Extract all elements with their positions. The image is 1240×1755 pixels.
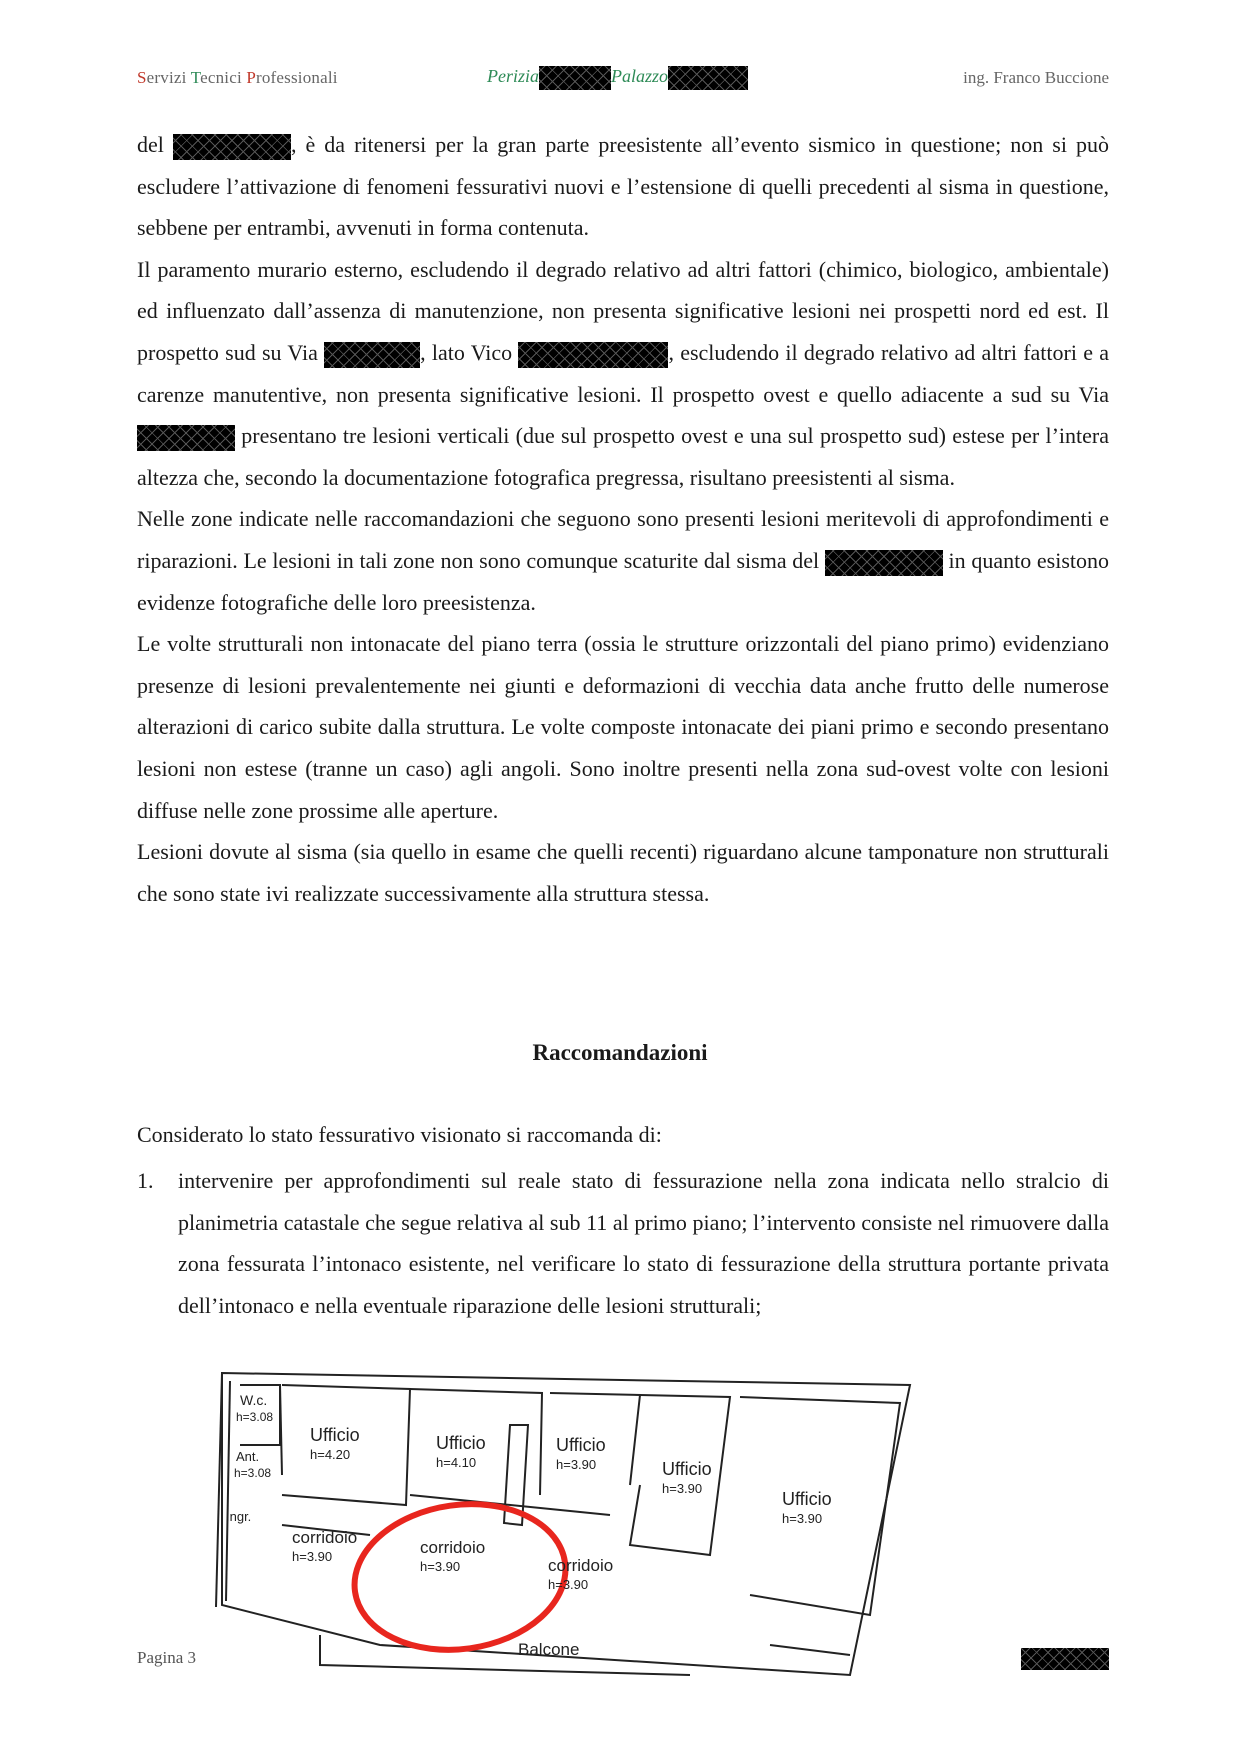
plan-label-ant-height: h=3.08 [234,1466,272,1480]
plan-room-height: h=4.10 [436,1455,477,1470]
plan-corridor-height: h=3.90 [420,1559,461,1574]
plan-room-label: Ufficio [310,1425,360,1445]
header-left-word-1: ervizi [146,68,191,87]
recommendations-intro: Considerato lo stato fessurativo visionato si raccomanda di: [137,1122,662,1147]
recommendations-list [137,1160,1109,1326]
plan-label-ingr: Ingr. [226,1509,252,1524]
section-title: Raccomandazioni [532,1040,708,1065]
paragraph-3-part-a: Nelle zone indicate nelle raccomandazioni che seguono sono presenti lesioni meritevoli di approfondimenti e riparazioni. Le lesioni in tali zone non sono comunque scaturite dal sisma del [137,506,1109,573]
header-center [487,66,748,90]
redaction-box [825,550,943,576]
plan-label-ant: Ant. [236,1449,260,1464]
paragraph-2-part-b: , lato Vico [420,339,513,365]
header-left [137,68,338,88]
paragraph-3 [137,498,1109,623]
plan-room-label: Ufficio [436,1433,486,1453]
plan-corridor-label: corridoio [292,1528,358,1547]
plan-room-label: Ufficio [556,1435,606,1455]
paragraph-1-start: del [137,132,164,157]
redaction-box [539,66,611,90]
plan-room-label: Ufficio [662,1459,712,1479]
redaction-box [1021,1648,1109,1670]
plan-label-wc: W.c. [240,1392,268,1408]
list-item-number: 1. [137,1168,154,1193]
paragraph-2-part-a: Il paramento murario esterno, escludendo il degrado relativo ad altri fattori (chimico, biologico, ambientale) ed influenzato dall’assenza di manutenzione, non presenta significative lesioni nei prospetti nord ed est. Il prospetto sud su Via [137,256,1109,365]
plan-corridor-height: h=3.90 [548,1577,589,1592]
header-left-initial-1: S [137,68,147,87]
plan-room-height: h=4.20 [310,1447,351,1462]
plan-room-label: Ufficio [782,1489,832,1509]
paragraph-5: Lesioni dovute al sisma (sia quello in esame che quelli recenti) riguardano alcune tamponature non strutturali che sono state ivi realizzate successivamente alla struttura stessa. [137,839,1109,906]
plan-corridor-label: corridoio [548,1556,614,1575]
list-item [137,1160,1109,1326]
redaction-box [518,342,668,368]
plan-label-wc-height: h=3.08 [236,1410,274,1424]
paragraph-2-part-c: , escludendo il degrado relativo ad altri fattori e a carenze manutentive, non presenta significative lesioni. Il prospetto ovest e quello adiacente a sud su Via [137,339,1110,407]
plan-balcone-label: Balcone [518,1640,580,1659]
list-item-text: intervenire per approfondimenti sul reale stato di fessurazione nella zona indicata nello stralcio di planimetria catastale che segue relativa al sub 11 al primo piano; l’intervento consiste nel rimuovere dalla zona fessurata l’intonaco esistente, nel verificare lo stato di fessurazione della struttura portante privata dell’intonaco e nella eventuale riparazione delle lesioni strutturali; [178,1168,1109,1318]
plan-room-height: h=3.90 [662,1481,703,1496]
page-header [137,66,1109,94]
header-left-initial-3: P [246,68,256,87]
header-left-word-2: ecnici [200,68,247,87]
redaction-box [173,134,291,160]
redaction-box [137,425,235,451]
paragraph-1-rest: , è da ritenersi per la gran parte preesistente all’evento sismico in questione; non si può escludere l’attivazione di fenomeni fessurativi nuovi e l’estensione di quelli precedenti al sisma in questione, sebbene per entrambi, avvenuti in forma contenuta. [137,132,1109,241]
body-text [137,124,1109,914]
plan-room-height: h=3.90 [782,1511,823,1526]
paragraph-2-part-d: presentano tre lesioni verticali (due sul prospetto ovest e una sul prospetto sud) estese per l’intera altezza che, secondo la documentazione fotografica pregressa, risultano preesistenti al sisma. [137,423,1110,490]
highlight-circle [345,1491,575,1663]
header-left-initial-2: T [190,68,201,87]
paragraph-2 [137,249,1109,499]
redaction-box [324,342,420,368]
plan-corridor-height: h=3.90 [292,1549,333,1564]
header-left-word-3: rofessionali [256,68,338,87]
paragraph-4: Le volte strutturali non intonacate del piano terra (ossia le strutture orizzontali del piano primo) evidenziano presenze di lesioni prevalentemente nei giunti e deformazioni di vecchia data anche frutto delle numerose alterazioni di carico subite dalla struttura. Le volte composte intonacate dei piani primo e secondo presentano lesioni non estese (tranne un caso) agli angoli. Sono inoltre presenti nella zona sud-ovest volte con lesioni diffuse nelle zone prossime alle aperture. [137,631,1109,823]
plan-corridor-label: corridoio [420,1538,486,1557]
floor-plan [210,1345,1050,1695]
header-center-word-1: Perizia [487,66,539,87]
header-center-word-2: Palazzo [611,66,669,87]
header-right: ing. Franco Buccione [963,68,1109,87]
paragraph-1 [137,124,1109,249]
redaction-box [668,66,748,90]
plan-room-height: h=3.90 [556,1457,597,1472]
paragraph-3-part-b: in quanto esistono evidenze fotografiche delle loro preesistenza. [137,547,1110,615]
page-number: Pagina 3 [137,1648,197,1667]
